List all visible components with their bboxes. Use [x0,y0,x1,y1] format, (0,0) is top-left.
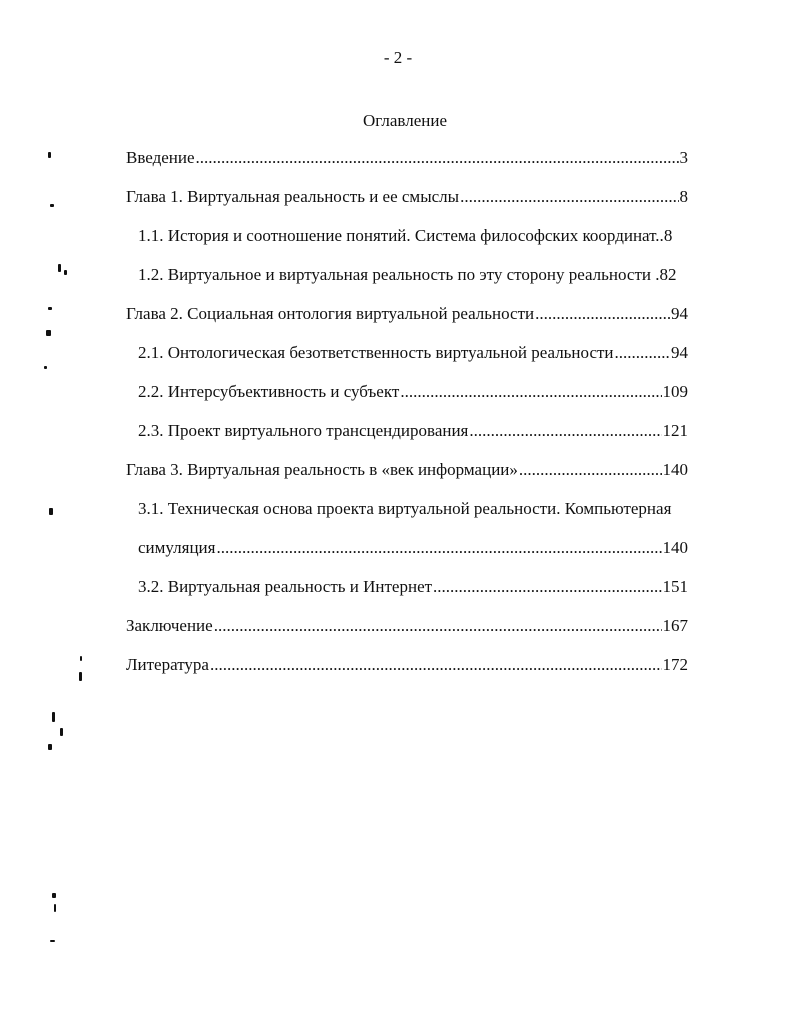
toc-entry-title: Глава 1. Виртуальная реальность и ее смыслы [126,186,460,206]
toc-entry-page: 8 [679,186,688,206]
table-of-contents [126,138,688,684]
toc-entry-title: 2.3. Проект виртуального трансцендирования [138,420,469,440]
toc-entry-literature [126,645,688,684]
speck [54,904,56,912]
toc-entry-title: Введение [126,147,195,167]
speck [52,893,56,898]
speck [49,508,53,515]
toc-entry-2-2 [126,372,688,411]
toc-entry-conclusion [126,606,688,645]
toc-entry-page: 140 [662,459,688,479]
toc-title: Оглавление [363,111,447,130]
dot-leader [214,616,662,636]
toc-entry-page: 151 [662,576,688,596]
dot-leader [433,577,661,597]
toc-entry-page: 94 [671,303,688,323]
toc-entry-title: симуляция [138,537,216,557]
speck [80,656,82,661]
toc-entry-page: 172 [662,654,688,674]
toc-entry-1-1 [126,216,688,255]
toc-entry-title: 2.1. Онтологическая безответственность виртуальной реальности [138,342,614,362]
toc-entry-title: Глава 3. Виртуальная реальность в «век информации» [126,459,518,479]
toc-entry-page: 121 [662,420,688,440]
toc-entry-title: Глава 2. Социальная онтология виртуальной реальности [126,303,535,323]
toc-entry-title: 1.2. Виртуальное и виртуальная реальность по эту сторону реальности . [138,264,660,284]
dot-leader [519,460,662,480]
toc-entry-3-1-line-2 [126,528,688,567]
toc-entry-page: 8 [663,225,673,245]
toc-entry-title: 3.1. Техническая основа проекта виртуальной реальности. Компьютерная [138,498,672,518]
toc-entry-title: Заключение [126,615,213,635]
dot-leader [460,187,678,207]
dot-leader [210,655,662,675]
toc-entry-page: 3 [679,147,688,167]
toc-entry-chapter-2 [126,294,688,333]
toc-entry-3-1-line-1 [126,489,688,528]
speck [79,672,82,681]
speck [60,728,63,736]
dot-leader [216,538,661,558]
speck [58,264,61,272]
toc-entry-page: 167 [662,615,688,635]
toc-entry-introduction [126,138,688,177]
speck [46,330,51,336]
speck [64,270,67,275]
speck [48,307,52,310]
page-number: - 2 - [383,48,413,67]
toc-entry-page: 82 [659,264,677,284]
toc-entry-chapter-3 [126,450,688,489]
toc-entry-title: Литература [126,654,209,674]
dot-leader [196,148,679,168]
toc-entry-page: 94 [671,342,688,362]
speck [52,712,55,722]
toc-entry-2-3 [126,411,688,450]
toc-entry-2-1 [126,333,688,372]
speck [50,204,54,207]
dot-leader [615,343,670,363]
dot-leader [535,304,670,324]
speck [48,152,51,158]
toc-entry-1-2 [126,255,688,294]
toc-entry-3-2 [126,567,688,606]
speck [50,940,55,942]
toc-entry-page: 109 [662,381,688,401]
toc-entry-title: 3.2. Виртуальная реальность и Интернет [138,576,433,596]
toc-entry-page: 140 [662,537,688,557]
speck [48,744,52,750]
toc-entry-title: 2.2. Интерсубъективность и субъект [138,381,400,401]
dot-leader [469,421,661,441]
speck [44,366,47,369]
toc-entry-chapter-1 [126,177,688,216]
dot-leader [400,382,661,402]
toc-entry-title: 1.1. История и соотношение понятий. Система философских координат.. [138,225,664,245]
